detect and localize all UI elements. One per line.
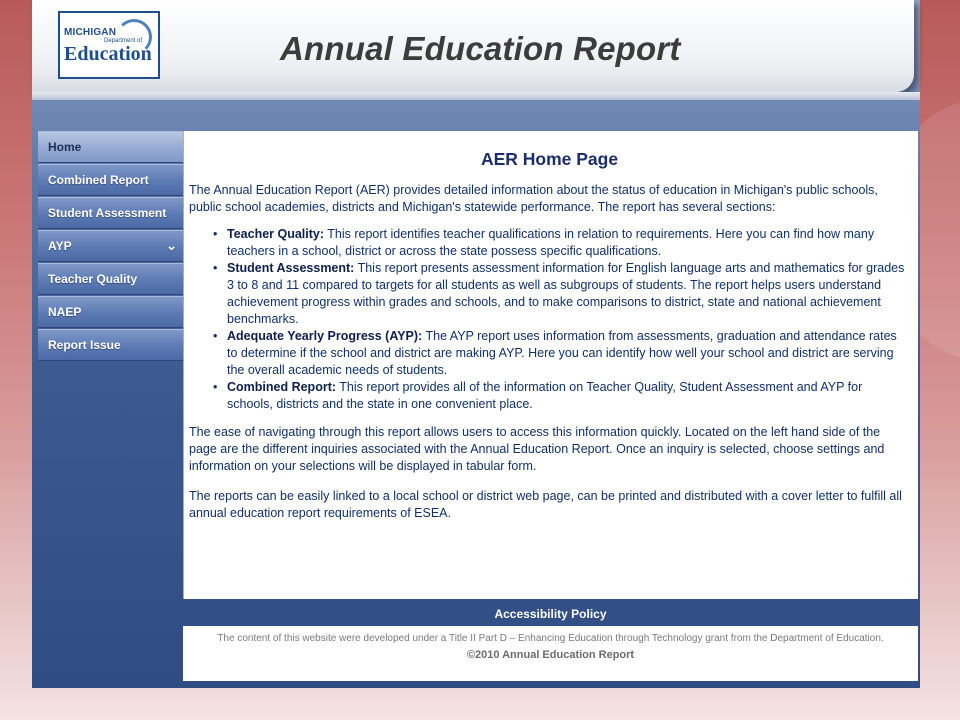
section-name: Adequate Yearly Progress (AYP): <box>227 329 423 343</box>
logo-line2: Department of <box>104 37 143 44</box>
chevron-down-icon[interactable]: ⌄ <box>166 238 177 253</box>
copyright: ©2010 Annual Education Report <box>466 649 635 661</box>
section-description: This report provides all of the information on Teacher Quality, Student Assessment and AYP for schools, districts and the state in one convenient place. <box>227 380 863 411</box>
section-description: The AYP report uses information from assessments, graduation and attendance rates to determine if the school and district are making AYP. Here you can identify how well your school and district are serving the overall academic needs of students. <box>227 329 897 377</box>
footer-note: The content of this website were developed under a Title II Part D – Enhancing Education through Technology grant from the Department of Education. <box>217 633 884 644</box>
sidebar-item-label: Combined Report <box>48 173 149 187</box>
section-list <box>189 226 910 413</box>
logo-line3: Education <box>64 42 152 65</box>
sidebar-item-label: Teacher Quality <box>48 272 138 286</box>
sidebar-item-combined-report[interactable] <box>38 164 183 196</box>
list-item <box>189 260 910 328</box>
sidebar-item-label: AYP <box>48 239 72 253</box>
logo-line1: MICHIGAN <box>64 26 117 38</box>
accessibility-policy-link[interactable]: Accessibility Policy <box>494 607 607 621</box>
list-item <box>189 226 910 260</box>
sidebar-item-label: NAEP <box>48 305 82 319</box>
section-description: This report presents assessment information for English language arts and mathematics for grades 3 to 8 and 11 compared to targets for all students as well as subgroups of students. The report helps users understand achievement progress within grades and schools, and to make comparisons to district, state and national achievement benchmarks. <box>227 261 905 326</box>
sidebar-item-naep[interactable] <box>38 296 183 328</box>
section-name: Teacher Quality: <box>227 227 325 241</box>
header-divider <box>32 92 920 100</box>
logo-arc-icon <box>116 19 152 55</box>
sidebar-item-ayp[interactable] <box>38 230 183 262</box>
navigation-paragraph: The ease of navigating through this report allows users to access this information quickly. Located on the left hand side of the page are the different inquiries associated with the Annual Education Report. Once an inquiry is selected, choose settings and information on your selections will be displayed in tabular form. <box>189 425 885 473</box>
sidebar-item-label: Student Assessment <box>48 206 167 220</box>
sidebar-item-label: Home <box>48 140 82 154</box>
page-heading: AER Home Page <box>480 149 619 169</box>
site-title: Annual Education Report <box>280 30 681 67</box>
sidebar-item-student-assessment[interactable] <box>38 197 183 229</box>
list-item <box>189 379 910 413</box>
header <box>32 0 914 92</box>
page-frame <box>32 0 920 688</box>
section-description: This report identifies teacher qualifications in relation to requirements. Here you can find how many teachers in a school, district or across the state possess specific qualifications. <box>227 227 875 258</box>
intro-paragraph: The Annual Education Report (AER) provides detailed information about the status of education in Michigan's public schools, public school academies, districts and Michigan's statewide performance. The report has several sections: <box>189 183 878 214</box>
section-name: Combined Report: <box>227 380 337 394</box>
list-item <box>189 328 910 379</box>
section-name: Student Assessment: <box>227 261 355 275</box>
michigan-education-logo[interactable] <box>58 11 160 79</box>
sidebar-item-report-issue[interactable] <box>38 329 183 361</box>
main-content <box>183 131 918 599</box>
linking-paragraph: The reports can be easily linked to a local school or district web page, can be printed and distributed with a cover letter to fulfill all annual education report requirements of ESEA. <box>189 489 902 520</box>
sidebar-item-teacher-quality[interactable] <box>38 263 183 295</box>
footer <box>183 626 918 681</box>
sidebar-item-label: Report Issue <box>48 338 121 352</box>
sidebar-item-home[interactable] <box>38 131 183 163</box>
sidebar-nav <box>38 131 183 362</box>
